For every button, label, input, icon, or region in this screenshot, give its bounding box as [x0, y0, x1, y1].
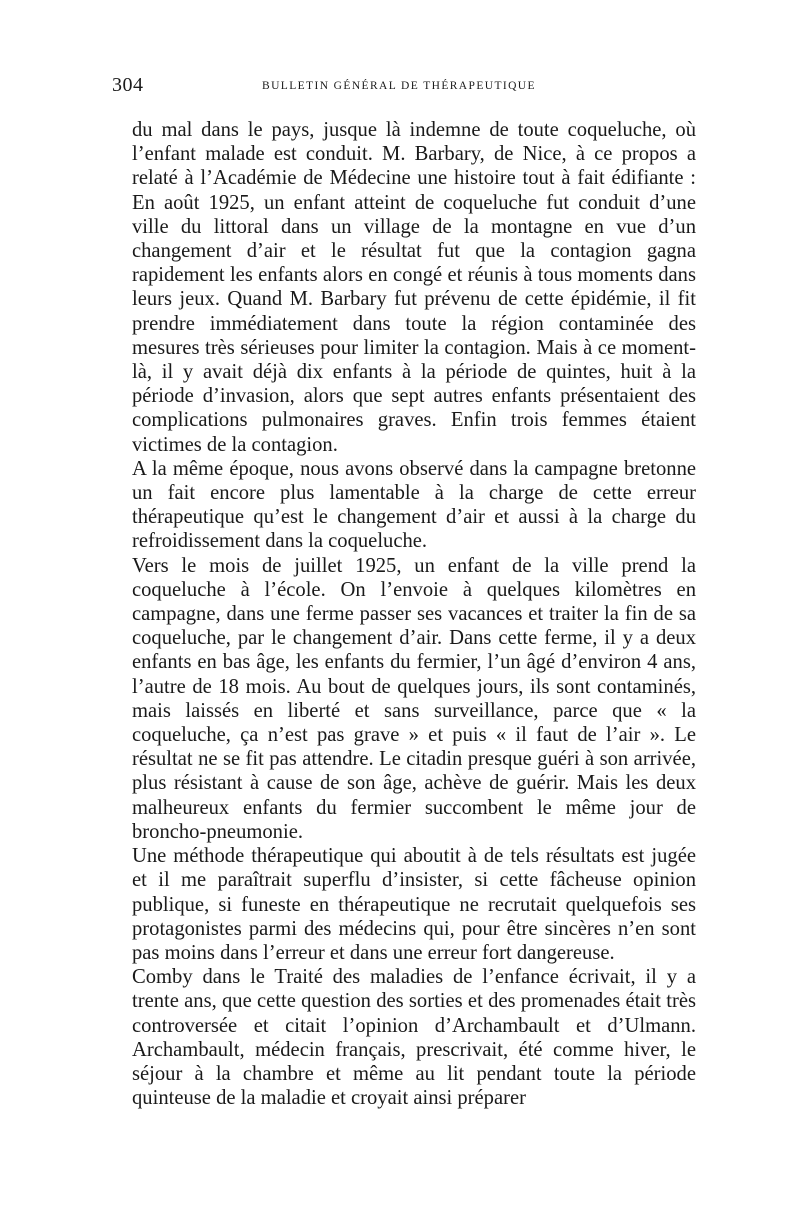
running-title: BULLETIN GÉNÉRAL DE THÉRAPEUTIQUE	[262, 80, 536, 92]
paragraph-5: Comby dans le Traité des maladies de l’enfance écrivait, il y a trente ans, que cette question des sorties et des promenades était très controversée et citait l’opinion d’Archambault et d’Ulmann. Archambault, médecin français, prescrivait, été comme hiver, le séjour à la chambre et même au lit pendant toute la période quinteuse de la maladie et croyait ainsi préparer	[132, 966, 696, 1110]
paragraph-3: Vers le mois de juillet 1925, un enfant de la ville prend la coqueluche à l’école. On l’envoie à quelques kilomètres en campagne, dans une ferme passer ses vacances et traiter la fin de sa coqueluche, par le changement d’air. Dans cette ferme, il y a deux enfants en bas âge, les enfants du fermier, l’un âgé d’environ 4 ans, l’autre de 18 mois. Au bout de quelques jours, ils sont contaminés, mais laissés en liberté et sans surveillance, parce que « la coqueluche, ça n’est pas grave » et puis « il faut de l’air ». Le résultat ne se fit pas attendre. Le citadin presque guéri à son arrivée, plus résistant à cause de son âge, achève de guérir. Mais les deux malheureux enfants du fermier succombent le même jour de broncho-pneumonie.	[132, 554, 696, 843]
page-header	[112, 74, 694, 98]
paragraph-1: du mal dans le pays, jusque là indemne de toute coqueluche, où l’enfant malade est conduit. M. Barbary, de Nice, à ce propos a relaté à l’Académie de Médecine une histoire tout à fait édifiante : En août 1925, un enfant atteint de coqueluche fut conduit d’une ville du littoral dans un village de la montagne en vue d’un changement d’air et le résultat fut que la contagion gagna rapidement les enfants alors en congé et réunis à tous moments dans leurs jeux. Quand M. Barbary fut prévenu de cette épidémie, il fit prendre immédiatement dans toute la région contaminée des mesures très sérieuses pour limiter la contagion. Mais à ce moment-là, il y avait déjà dix enfants à la période de quintes, huit à la période d’invasion, alors que sept autres enfants présentaient des complications pulmonaires graves. Enfin trois femmes étaient victimes de la contagion.	[132, 119, 696, 456]
body-text	[132, 118, 696, 1110]
paragraph-4: Une méthode thérapeutique qui aboutit à de tels résultats est jugée et il me paraîtrait superflu d’insister, si cette fâcheuse opinion publique, si funeste en thérapeutique ne recrutait quelquefois ses protagonistes parmi des médecins qui, pour être sincères n’en sont pas moins dans l’erreur et dans une erreur fort dangereuse.	[132, 845, 696, 964]
paragraph-2: A la même époque, nous avons observé dans la campagne bretonne un fait encore plus lamentable à la charge de cette erreur thérapeutique qu’est le changement d’air et aussi à la charge du refroidissement dans la coqueluche.	[132, 457, 696, 553]
page-number: 304	[112, 74, 144, 96]
